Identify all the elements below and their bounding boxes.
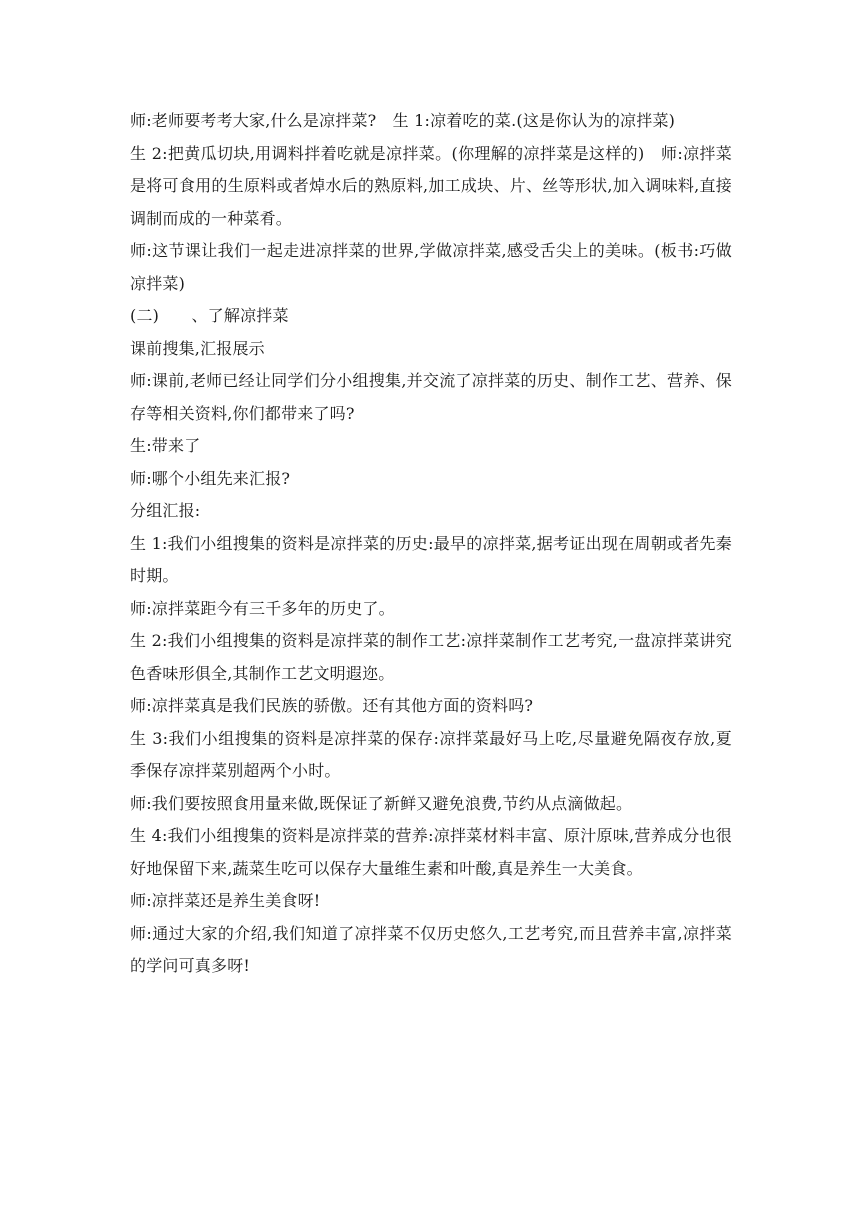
- paragraph-student2-craft: 生 2:我们小组搜集的资料是凉拌菜的制作工艺:凉拌菜制作工艺考究,一盘凉拌菜讲究色香味形俱全,其制作工艺文明遐迩。: [130, 631, 732, 683]
- paragraph-students-reply: 生:带来了: [130, 436, 201, 455]
- paragraph-student2-answer: 生 2:把黄瓜切块,用调料拌着吃就是凉拌菜。(你理解的凉拌菜是这样的) 师:凉拌菜是将可食用的生原料或者焯水后的熟原料,加工成块、片、丝等形状,加入调味料,直接调制而成的一种菜肴。: [130, 143, 732, 228]
- paragraph-lesson-intro: 师:这节课让我们一起走进凉拌菜的世界,学做凉拌菜,感受舌尖上的美味。(板书:巧做凉拌菜): [130, 241, 732, 293]
- paragraph-teacher-history-comment: 师:凉拌菜距今有三千多年的历史了。: [130, 598, 395, 618]
- document-body: [130, 105, 732, 983]
- paragraph-teacher-pride: 师:凉拌菜真是我们民族的骄傲。还有其他方面的资料吗?: [130, 696, 534, 715]
- paragraph-teacher-question: 师:老师要考考大家,什么是凉拌菜? 生 1:凉着吃的菜.(这是你认为的凉拌菜): [130, 111, 676, 130]
- paragraph-group-report-label: 分组汇报:: [130, 501, 201, 520]
- paragraph-teacher-healthy: 师:凉拌菜还是养生美食呀!: [130, 891, 321, 910]
- paragraph-teacher-ask-report: 师:哪个小组先来汇报?: [130, 468, 291, 488]
- paragraph-student3-storage: 生 3:我们小组搜集的资料是凉拌菜的保存:凉拌菜最好马上吃,尽量避免隔夜存放,夏季保存凉拌菜别超两个小时。: [130, 728, 732, 780]
- paragraph-teacher-prompt: 师:课前,老师已经让同学们分小组搜集,并交流了凉拌菜的历史、制作工艺、营养、保存等相关资料,你们都带来了吗?: [130, 371, 732, 423]
- paragraph-teacher-summary: 师:通过大家的介绍,我们知道了凉拌菜不仅历史悠久,工艺考究,而且营养丰富,凉拌菜的学问可真多呀!: [130, 923, 732, 975]
- subsection-heading: 课前搜集,汇报展示: [130, 338, 265, 358]
- paragraph-teacher-saving: 师:我们要按照食用量来做,既保证了新鲜又避免浪费,节约从点滴做起。: [130, 793, 633, 813]
- paragraph-student1-history: 生 1:我们小组搜集的资料是凉拌菜的历史:最早的凉拌菜,据考证出现在周朝或者先秦时期。: [130, 533, 732, 585]
- section-heading: (二) 、了解凉拌菜: [130, 306, 289, 325]
- paragraph-student4-nutrition: 生 4:我们小组搜集的资料是凉拌菜的营养:凉拌菜材料丰富、原汁原味,营养成分也很好地保留下来,蔬菜生吃可以保存大量维生素和叶酸,真是养生一大美食。: [130, 826, 732, 878]
